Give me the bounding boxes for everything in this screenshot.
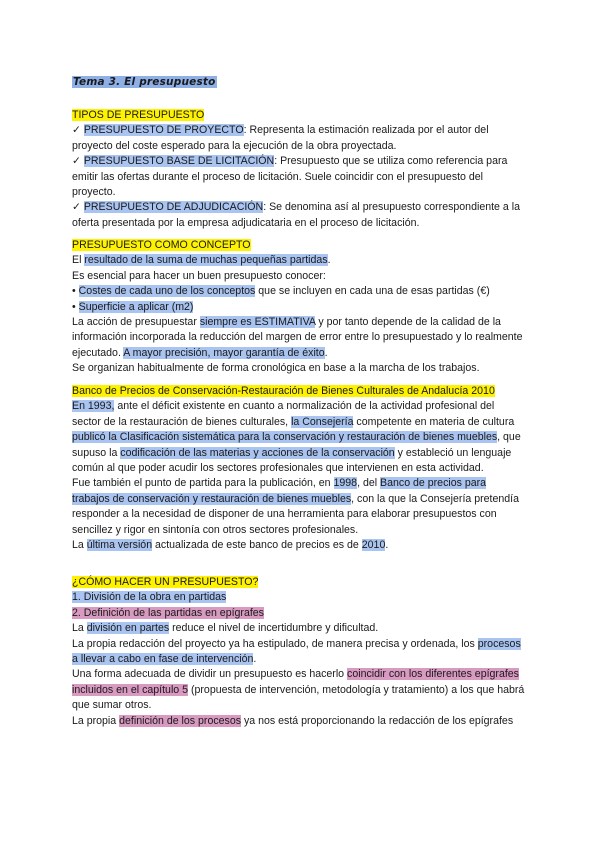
- numbered-step: 1. División de la obra en partidas: [72, 591, 227, 604]
- section-heading: TIPOS DE PRESUPUESTO: [72, 109, 205, 121]
- section-banco-precios: Banco de Precios de Conservación-Restauración de Bienes Culturales de Andalucía 2010 En 1993, ante el déficit existente en cuanto a normalización de la actividad profesional del sector de la restauración de bienes culturales, la Consejería competente en materia de cultura publicó la Clasificación sistemática para la conservación y restauración de bienes muebles, que supuso la codificación de las materias y acciones de la conservación y estableció un lenguaje común al que poder acudir los sectores profesionales que intervienen en esta actividad. Fue también el punto de partida para la publicación, en 1998, del Banco de precios para trabajos de conservación y restauración de bienes muebles, con la que la Consejería pretendía responder a la necesidad de disponer de una herramienta para elaborar presupuestos con sencillez y rigor en sintonía con otros sectores profesionales. La última versión actualizada de este banco de precios es de 2010.: [72, 385, 521, 552]
- check-icon: ✓: [72, 201, 81, 214]
- section-concepto: PRESUPUESTO COMO CONCEPTO El resultado de la suma de muchas pequeñas partidas. Es esencial para hacer un buen presupuesto conocer: • Costes de cada uno de los conceptos que se incluyen en cada una de esas partidas (€) • Superficie a aplicar (m2) La acción de presupuestar siempre es ESTIMATIVA y por tanto depende de la calidad de la información incorporada la reducción del margen de error entre lo presupuestado y lo realmente ejecutado. A mayor precisión, mayor garantía de éxito. Se organizan habitualmente de forma cronológica en base a la marcha de los trabajos.: [72, 239, 523, 375]
- term-label: PRESUPUESTO BASE DE LICITACIÓN: [83, 155, 275, 168]
- section-tipos: TIPOS DE PRESUPUESTO ✓ PRESUPUESTO DE PROYECTO: Representa la estimación realizada por el autor del proyecto del coste esperado para la ejecución de la obra proyectada. ✓ PRESUPUESTO BASE DE LICITACIÓN: Presupuesto que se utiliza como referencia para emitir las ofertas durante el proceso de licitación. Suele coincidir con el presupuesto del proyecto. ✓ PRESUPUESTO DE ADJUDICACIÓN: Se denomina así al presupuesto correspondiente a la oferta presentada por la empresa adjudicataria en el proceso de licitación.: [72, 109, 520, 229]
- numbered-step: 2. Definición de las partidas en epígrafes: [72, 606, 264, 619]
- term-label: PRESUPUESTO DE ADJUDICACIÓN: [83, 201, 264, 214]
- section-heading: ¿CÓMO HACER UN PRESUPUESTO?: [72, 576, 259, 588]
- section-heading: Banco de Precios de Conservación-Restauración de Bienes Culturales de Andalucía 2010: [72, 385, 495, 397]
- section-como-hacer: ¿CÓMO HACER UN PRESUPUESTO? 1. División de la obra en partidas 2. Definición de las partidas en epígrafes La división en partes reduce el nivel de incertidumbre y dificultad. La propia redacción del proyecto ya ha estipulado, de manera precisa y ordenada, los procesos a llevar a cabo en fase de intervención. Una forma adecuada de dividir un presupuesto es hacerlo coincidir con los diferentes epígrafes incluidos en el capítulo 5 (propuesta de intervención, metodología y tratamiento) a los que habrá que sumar otros. La propia definición de los procesos ya nos está proporcionando la redacción de los epígrafes: [72, 576, 525, 727]
- check-icon: ✓: [72, 155, 81, 168]
- check-icon: ✓: [72, 124, 81, 137]
- section-heading: PRESUPUESTO COMO CONCEPTO: [72, 239, 251, 251]
- term-label: PRESUPUESTO DE PROYECTO: [83, 124, 244, 137]
- page-title: Tema 3. El presupuesto: [73, 76, 216, 88]
